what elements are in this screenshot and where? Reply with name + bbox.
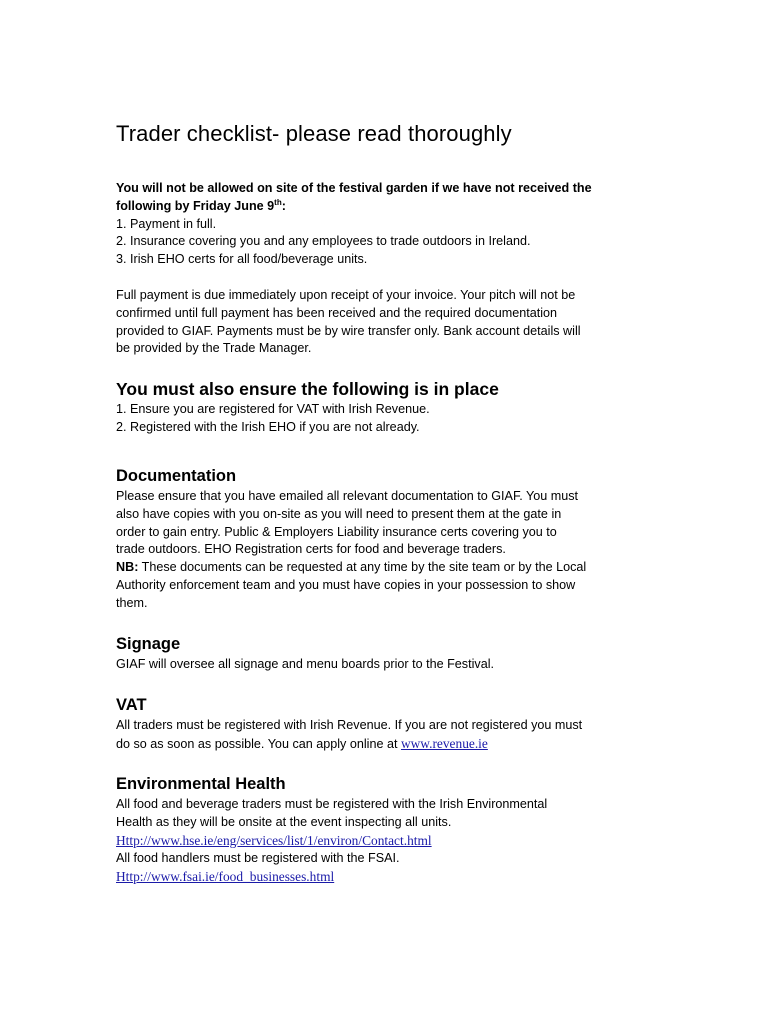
- signage-text: GIAF will oversee all signage and menu boards prior to the Festival.: [116, 657, 494, 671]
- env-health-section: [116, 775, 656, 887]
- ensure-item-1: 1. Ensure you are registered for VAT with Irish Revenue.: [116, 402, 430, 416]
- fsai-link[interactable]: Http://www.fsai.ie/food_businesses.html: [116, 869, 335, 885]
- intro-deadline-text: following by Friday June 9: [116, 198, 275, 213]
- env-health-line-2: Health as they will be onsite at the event inspecting all units.: [116, 814, 452, 829]
- vat-line-2: [116, 735, 656, 754]
- documentation-line-3: order to gain entry. Public & Employers Liability insurance certs covering you to: [116, 524, 557, 539]
- nb-label: NB:: [116, 560, 139, 575]
- documentation-line-4: trade outdoors. EHO Registration certs for food and beverage traders.: [116, 542, 506, 557]
- payment-paragraph: [116, 287, 656, 358]
- payment-line-2: confirmed until full payment has been received and the required documentation: [116, 305, 558, 320]
- page-title: Trader checklist- please read thoroughly: [116, 121, 512, 146]
- payment-line-1: Full payment is due immediately upon receipt of your invoice. Your pitch will not be: [116, 288, 576, 302]
- env-health-heading: Environmental Health: [116, 775, 286, 793]
- ensure-section: [116, 379, 656, 437]
- nb-line-1: [116, 559, 656, 577]
- payment-line-3: provided to GIAF. Payments must be by wire transfer only. Bank account details will: [116, 323, 581, 338]
- documentation-line-2: also have copies with you on-site as you will need to present them at the gate in: [116, 506, 562, 521]
- documentation-line-1: Please ensure that you have emailed all relevant documentation to GIAF. You must: [116, 489, 579, 503]
- nb-line-2: Authority enforcement team and you must have copies in your possession to show: [116, 577, 576, 592]
- nb-text: These documents can be requested at any time by the site team or by the Local: [138, 560, 587, 575]
- signage-heading: Signage: [116, 635, 181, 653]
- payment-line-4: be provided by the Trade Manager.: [116, 341, 312, 356]
- intro-item-1: 1. Payment in full.: [116, 216, 217, 231]
- vat-heading: VAT: [116, 696, 147, 714]
- signage-section: [116, 635, 656, 674]
- env-health-line-3: All food handlers must be registered with the FSAI.: [116, 851, 400, 866]
- documentation-heading: Documentation: [116, 467, 237, 485]
- env-health-line-1: All food and beverage traders must be registered with the Irish Environmental: [116, 797, 548, 811]
- nb-line-3: them.: [116, 595, 148, 610]
- env-health-link-1-line: [116, 832, 656, 851]
- intro-section: [116, 180, 656, 269]
- vat-line-2-text: do so as soon as possible. You can apply online at: [116, 736, 401, 751]
- env-health-link-2-line: [116, 868, 656, 887]
- intro-bold-line-2: [116, 198, 656, 216]
- intro-deadline-colon: :: [281, 198, 286, 213]
- hse-link[interactable]: Http://www.hse.ie/eng/services/list/1/environ/Contact.html: [116, 832, 432, 848]
- ensure-item-2: 2. Registered with the Irish EHO if you are not already.: [116, 419, 420, 434]
- ensure-heading: You must also ensure the following is in place: [116, 379, 499, 399]
- vat-line-1: All traders must be registered with Irish Revenue. If you are not registered you must: [116, 718, 583, 732]
- intro-item-3: 3. Irish EHO certs for all food/beverage units.: [116, 252, 368, 267]
- intro-item-2: 2. Insurance covering you and any employees to trade outdoors in Ireland.: [116, 234, 531, 249]
- revenue-link[interactable]: www.revenue.ie: [400, 735, 488, 751]
- documentation-section: [116, 467, 656, 613]
- intro-bold-line-1: You will not be allowed on site of the festival garden if we have not received the: [116, 181, 592, 195]
- vat-section: [116, 696, 656, 754]
- intro-deadline-sup: th: [274, 197, 282, 207]
